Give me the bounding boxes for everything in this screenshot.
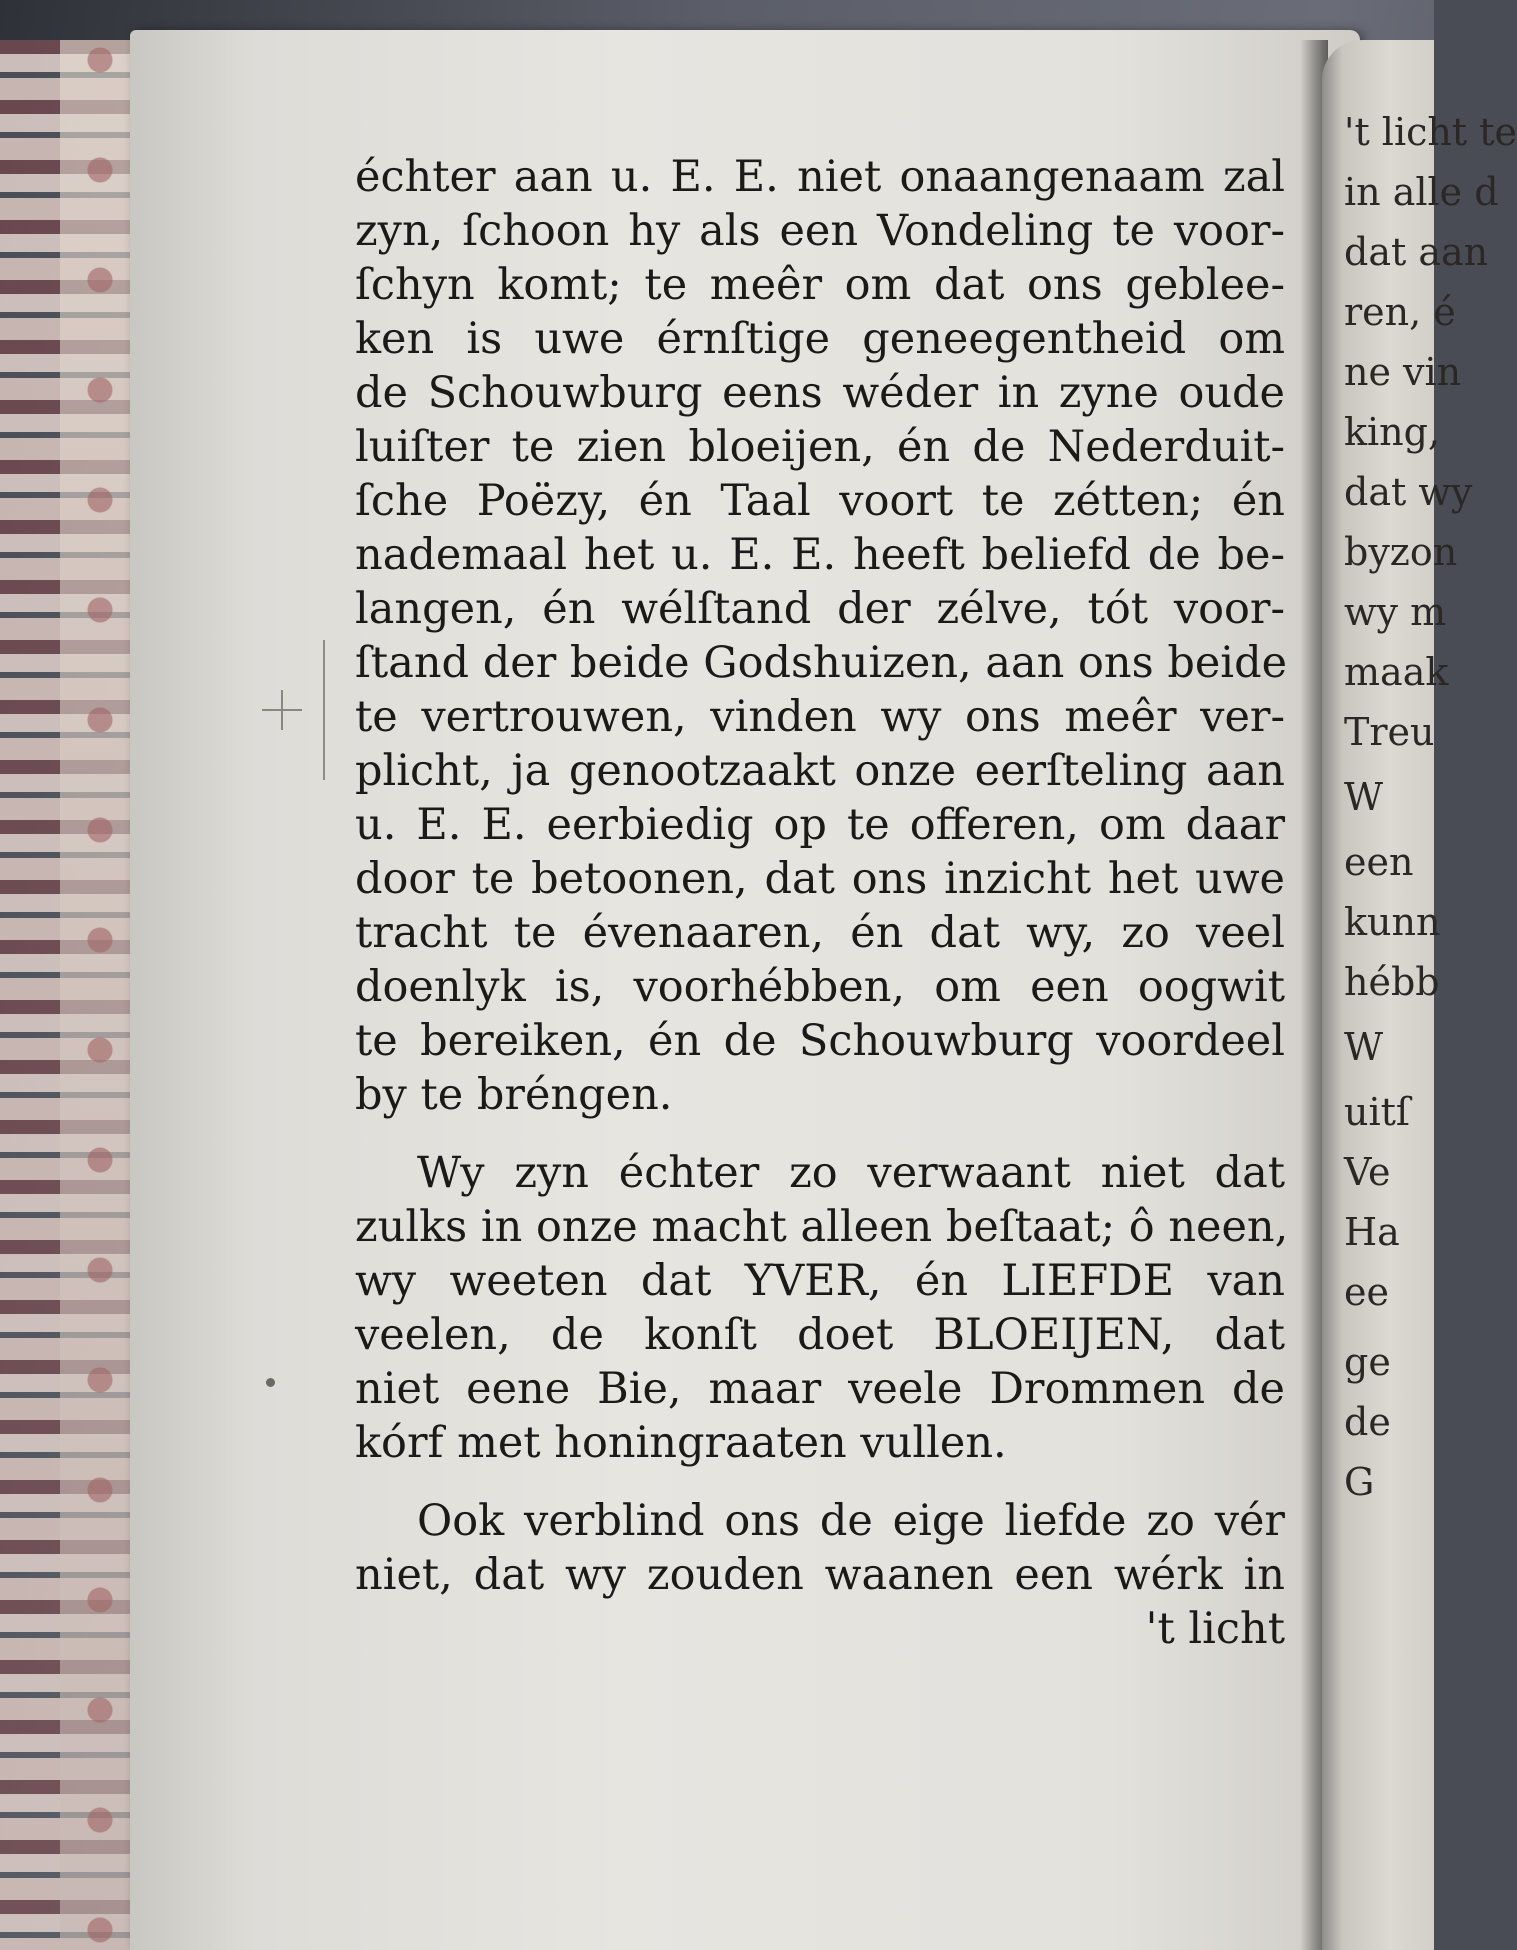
text-line: by te bréngen.	[355, 1070, 673, 1120]
facing-page-line: dat wy	[1344, 470, 1473, 514]
facing-page-line: Ha	[1344, 1210, 1400, 1254]
text-line: door te betoonen, dat ons inzicht het uwe	[355, 854, 1285, 904]
text-line: te bereiken, én de Schouwburg voordeel	[355, 1016, 1285, 1066]
text-line: ſche Poëzy, én Taal voort te zétten; én	[355, 476, 1285, 526]
text-line: ſchyn komt; te meêr om dat ons geblee-	[355, 260, 1285, 310]
catchword: 't licht	[1145, 1604, 1285, 1654]
text-line: doenlyk is, voorhébben, om een oogwit	[355, 962, 1285, 1012]
facing-page-line: G	[1344, 1460, 1375, 1504]
ink-dot	[266, 1378, 275, 1387]
text-line: zulks in onze macht alleen beſtaat; ô neen,	[355, 1202, 1289, 1252]
page-text	[355, 150, 1289, 1656]
pencil-cross-mark	[262, 690, 302, 730]
facing-page-line: byzon	[1344, 530, 1458, 574]
text-line: tracht te évenaaren, én dat wy, zo veel	[355, 908, 1285, 958]
text-line: veelen, de konſt doet BLOEIJEN, dat	[355, 1310, 1285, 1360]
facing-page-line: ren, é	[1344, 290, 1456, 334]
facing-page-line: W	[1344, 1025, 1384, 1069]
text-line: langen, én wélſtand der zélve, tót voor-	[355, 584, 1285, 634]
text-line: niet eene Bie, maar veele Drommen de	[355, 1364, 1285, 1414]
facing-page-line: de	[1344, 1400, 1391, 1444]
text-line: niet, dat wy zouden waanen een wérk in	[355, 1550, 1285, 1600]
text-line: kórf met honingraaten vullen.	[355, 1418, 1007, 1468]
text-line: nademaal het u. E. E. heeft beliefd de be-	[355, 530, 1285, 580]
facing-page	[1322, 40, 1517, 1950]
facing-page-line: uitſ	[1344, 1090, 1410, 1134]
text-line: Wy zyn échter zo verwaant niet dat	[417, 1148, 1285, 1198]
marbled-endpaper	[60, 40, 140, 1950]
facing-page-line: wy m	[1344, 590, 1447, 634]
text-line: zyn, ſchoon hy als een Vondeling te voor-	[355, 206, 1285, 256]
facing-page-line: W	[1344, 775, 1384, 819]
text-line: ken is uwe érnſtige geneegentheid om	[355, 314, 1285, 364]
paragraph-gap	[355, 1470, 1285, 1494]
facing-page-line: een	[1344, 840, 1414, 884]
facing-page-line: Ve	[1344, 1150, 1391, 1194]
facing-page-line: kunn	[1344, 900, 1441, 944]
facing-page-line: in alle d	[1344, 170, 1499, 214]
text-line: ſtand der beide Godshuizen, aan ons beide	[355, 638, 1288, 688]
text-line: échter aan u. E. E. niet onaangenaam zal	[355, 152, 1285, 202]
facing-page-line: king,	[1344, 410, 1441, 454]
facing-page-line: ee	[1344, 1270, 1389, 1314]
facing-page-line: hébb	[1344, 960, 1440, 1004]
text-line: te vertrouwen, vinden wy ons meêr ver-	[355, 692, 1285, 742]
facing-page-line: 't licht te	[1344, 110, 1517, 154]
facing-page-line: Treu	[1344, 710, 1435, 754]
facing-page-line: maak	[1344, 650, 1449, 694]
text-line: luiſter te zien bloeijen, én de Nederduit-	[355, 422, 1285, 472]
facing-page-line: ge	[1344, 1340, 1391, 1384]
pencil-margin-line	[323, 640, 325, 780]
text-line: Ook verblind ons de eige liefde zo vér	[417, 1496, 1285, 1546]
facing-page-line: dat aan	[1344, 230, 1489, 274]
text-line: u. E. E. eerbiedig op te offeren, om daar	[355, 800, 1285, 850]
text-line: plicht, ja genootzaakt onze eerſteling aan	[355, 746, 1285, 796]
facing-page-line: ne vin	[1344, 350, 1462, 394]
text-line: de Schouwburg eens wéder in zyne oude	[355, 368, 1285, 418]
text-line: wy weeten dat YVER, én LIEFDE van	[355, 1256, 1285, 1306]
paragraph-gap	[355, 1122, 1285, 1146]
